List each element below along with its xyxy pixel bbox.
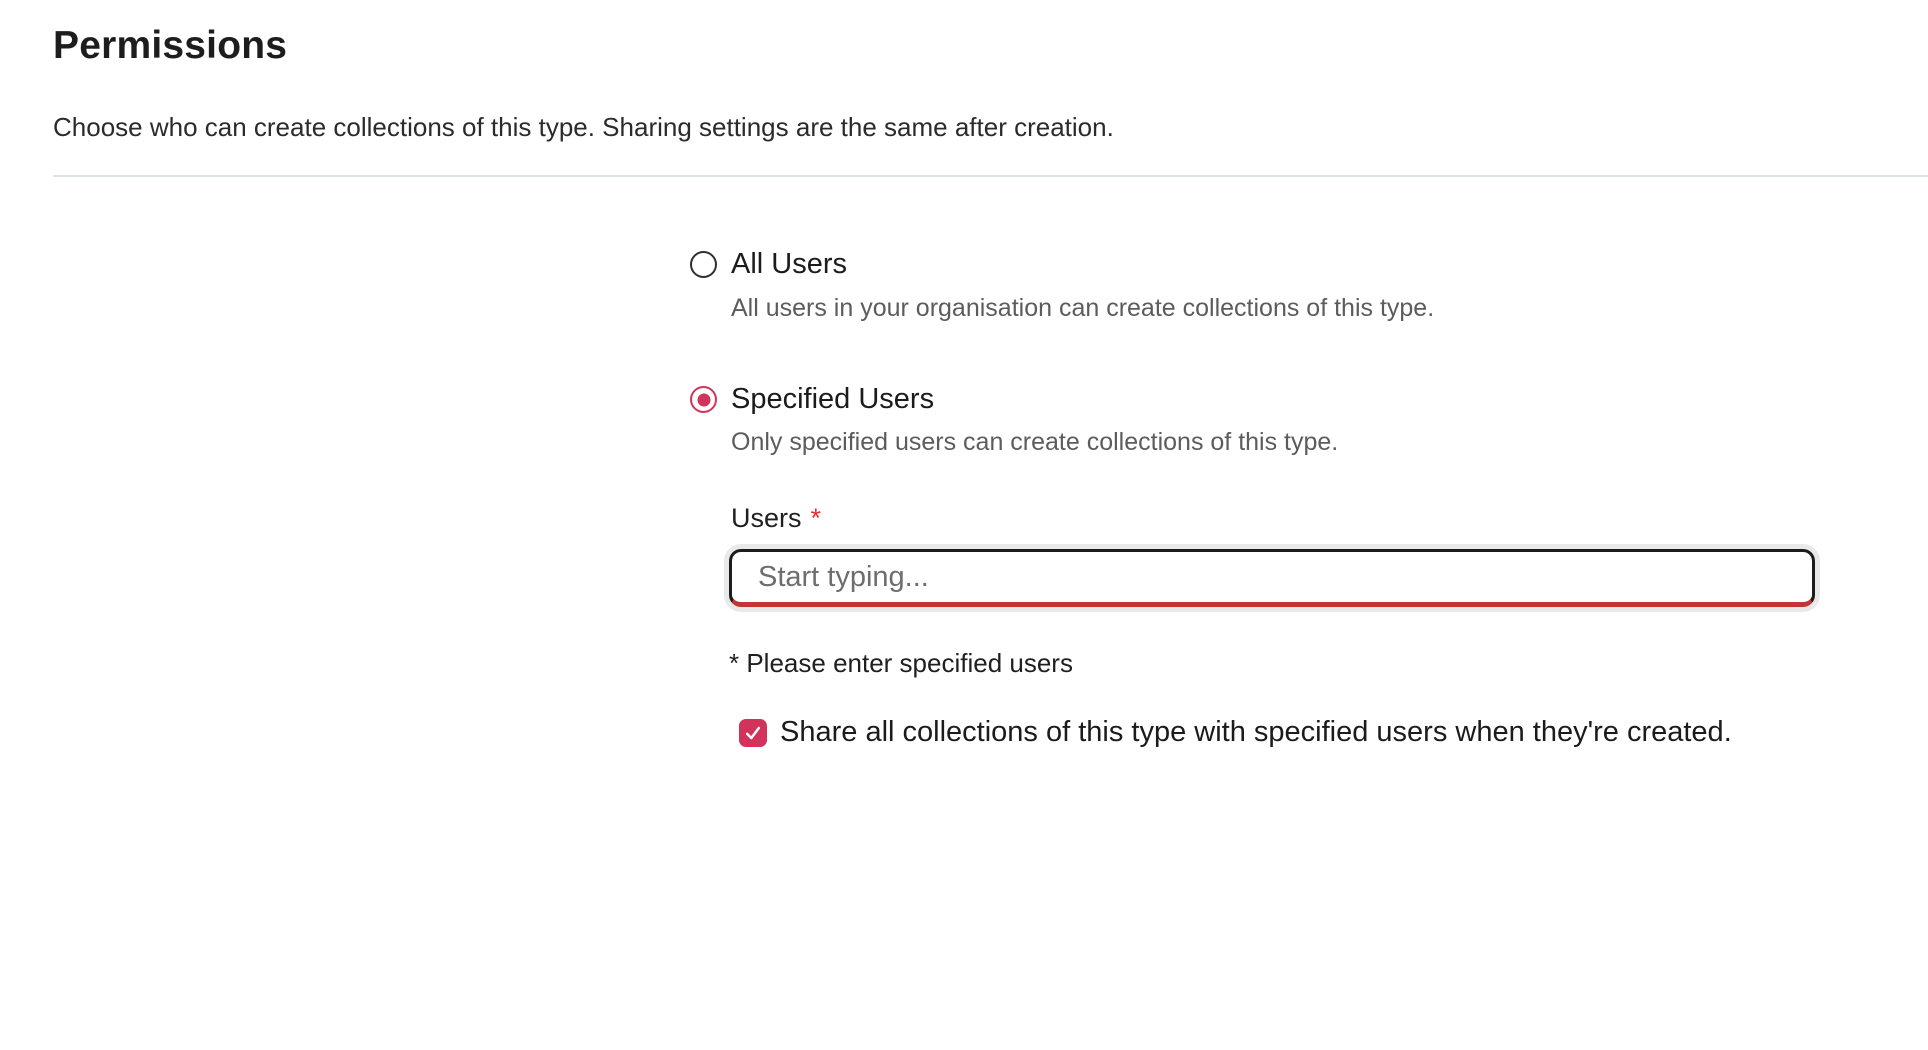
radio-option-all-users[interactable] <box>690 248 847 281</box>
specified-users-description: Only specified users can create collections of this type. <box>731 428 1339 456</box>
users-input-container <box>729 549 1815 607</box>
users-field-label-text: Users <box>731 503 802 533</box>
required-asterisk: * <box>810 503 822 533</box>
radio-label-specified-users: Specified Users <box>731 383 935 415</box>
radio-option-specified-users[interactable] <box>690 383 934 416</box>
share-checkbox-label: Share all collections of this type with specified users when they're created. <box>780 716 1732 748</box>
all-users-description: All users in your organisation can create collections of this type. <box>731 294 1435 322</box>
page-title: Permissions <box>53 24 288 67</box>
check-icon <box>743 723 763 743</box>
page-subtitle: Choose who can create collections of this type. Sharing settings are the same after creation. <box>53 112 1114 142</box>
radio-button-specified-users[interactable] <box>690 386 717 413</box>
radio-button-all-users[interactable] <box>690 251 717 278</box>
users-field-error: * Please enter specified users <box>729 648 1073 678</box>
radio-label-all-users: All Users <box>731 248 848 280</box>
users-input[interactable] <box>732 552 1812 602</box>
share-collections-option[interactable] <box>739 716 1732 749</box>
section-divider <box>53 175 1928 177</box>
share-checkbox[interactable] <box>739 719 767 747</box>
users-field-label <box>731 503 821 534</box>
